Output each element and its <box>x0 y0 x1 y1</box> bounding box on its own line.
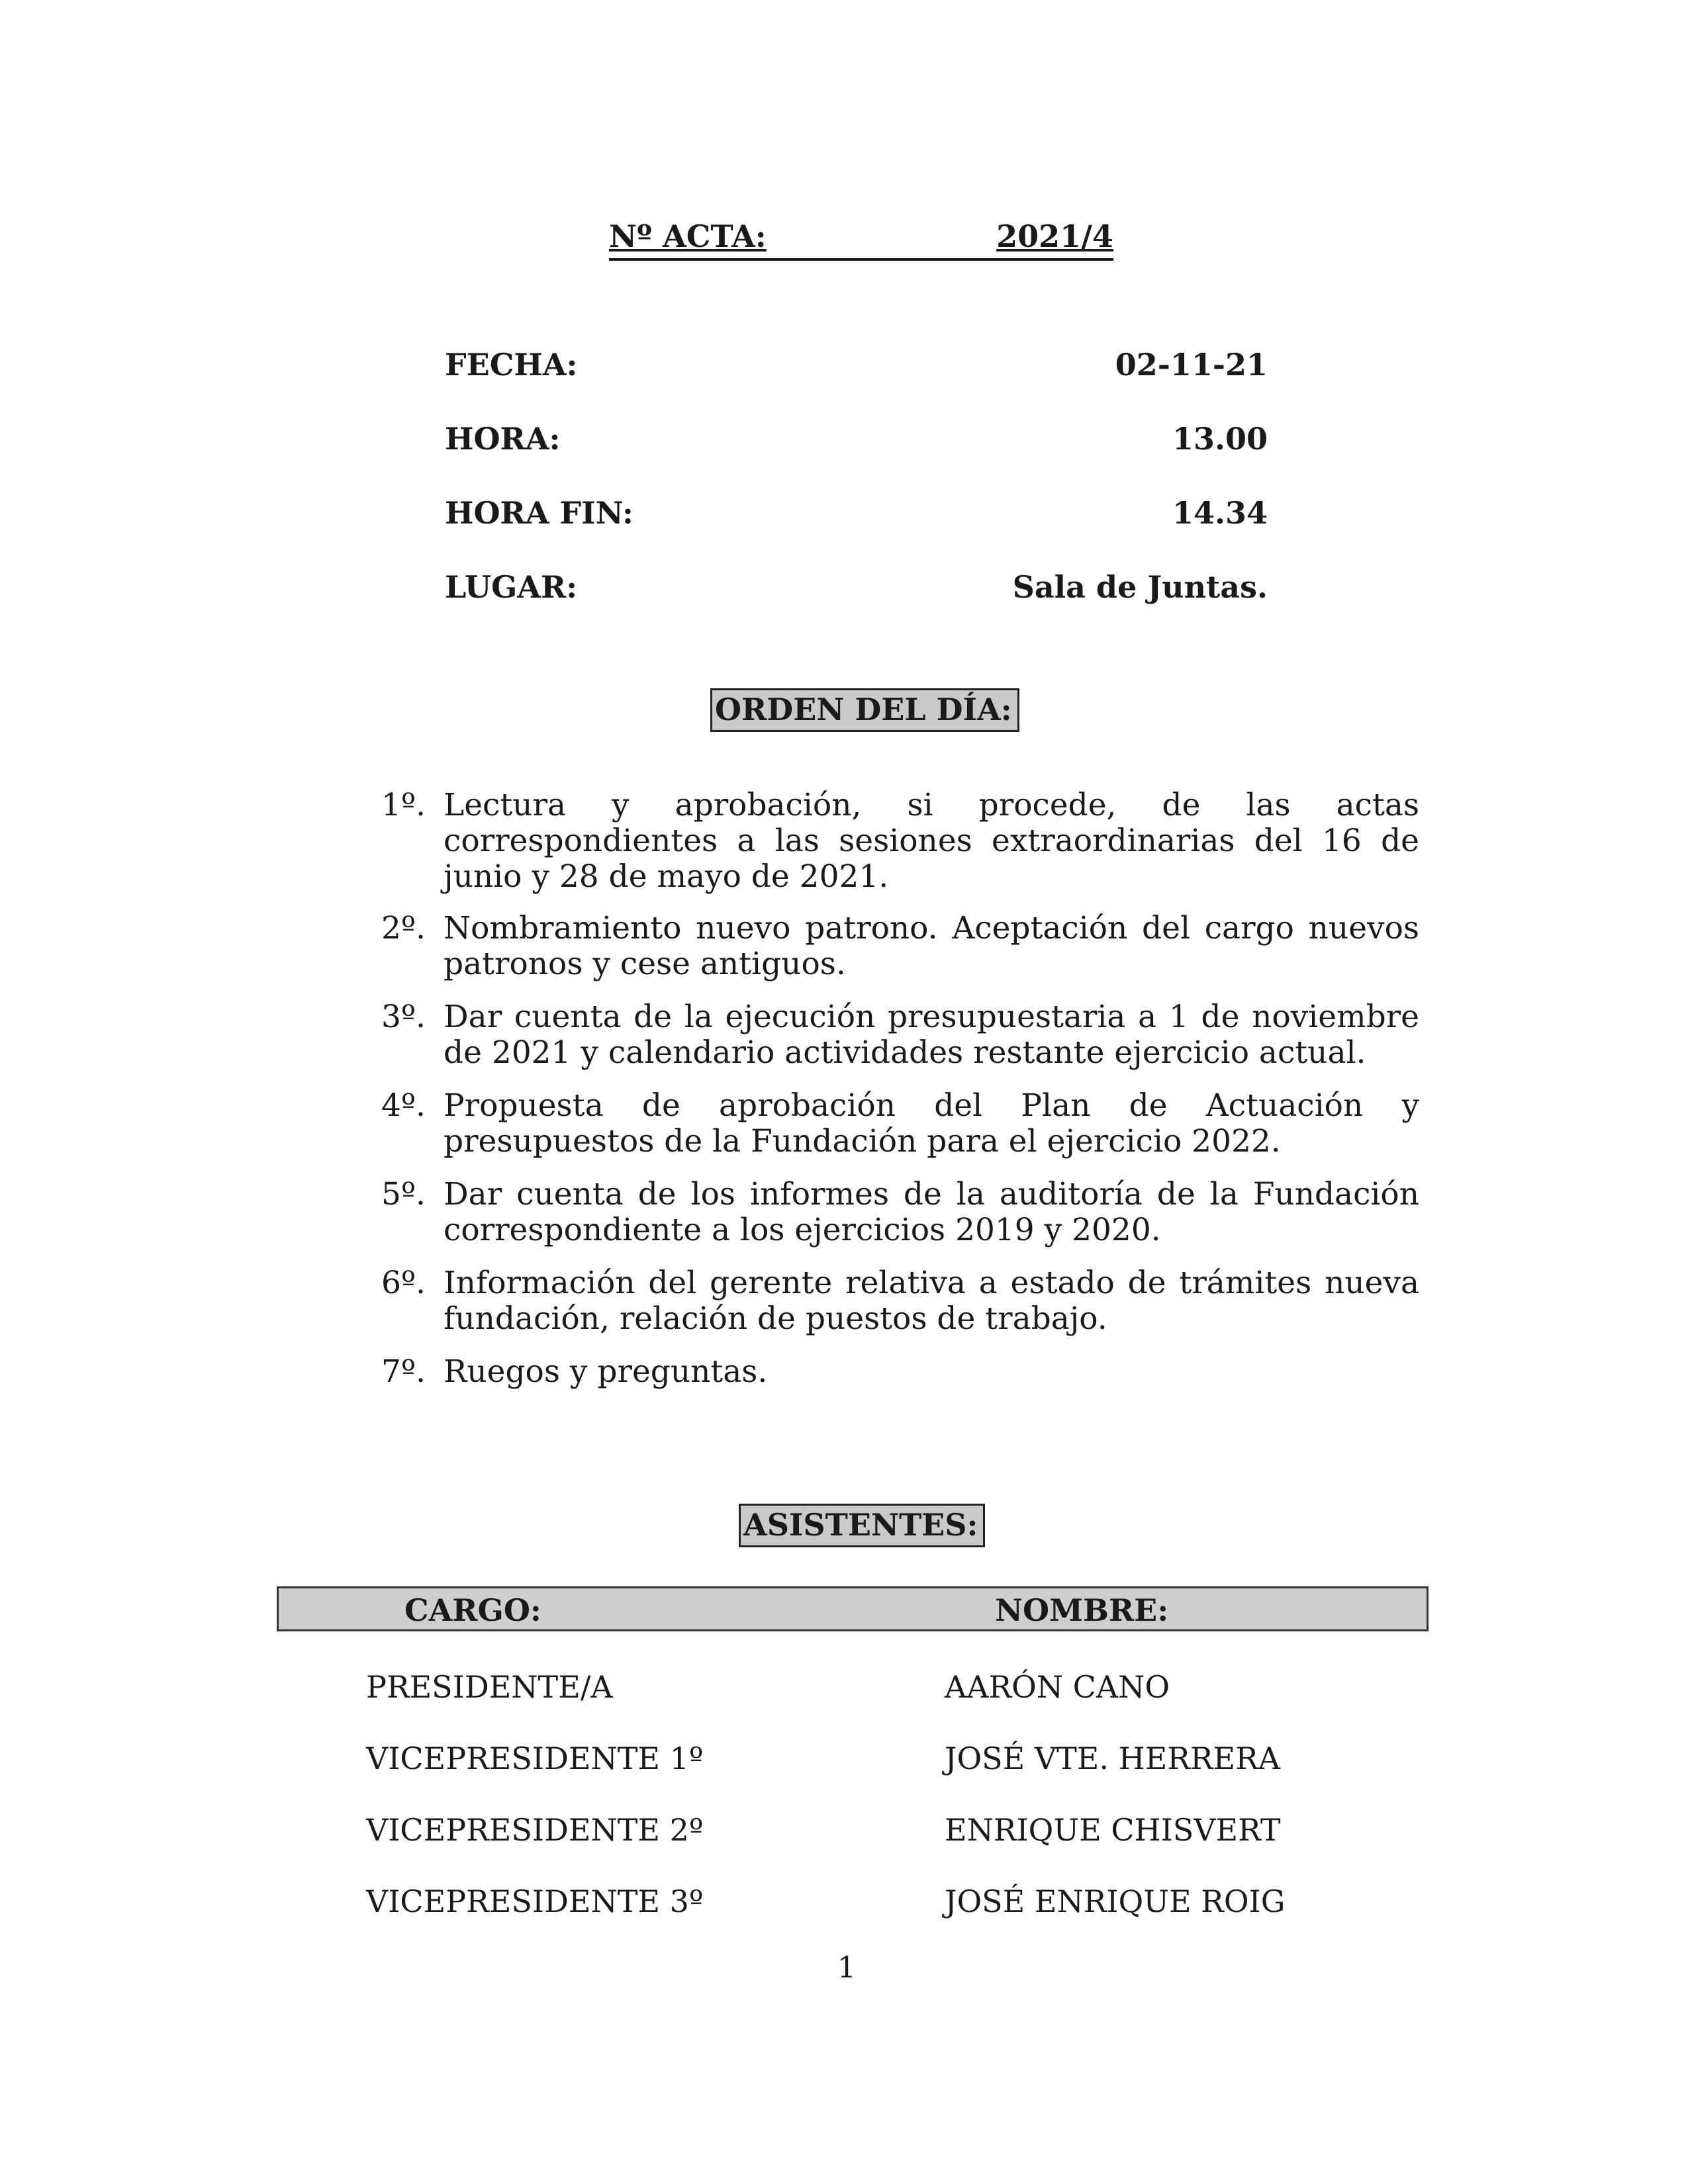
agenda-item-text: Lectura y aprobación, si procede, de las actas correspondientes a las sesiones extraordinarias del 16 de junio y 28 de mayo de 2021. <box>444 787 1419 895</box>
agenda-item-text: Nombramiento nuevo patrono. Aceptación del cargo nuevos patronos y cese antiguos. <box>444 910 1419 982</box>
agenda-item-text: Ruegos y preguntas. <box>444 1353 768 1390</box>
hora-fin-value: 14.34 <box>1172 495 1268 531</box>
agenda-item-number: 6º. <box>381 1265 426 1301</box>
fecha-value: 02-11-21 <box>1115 347 1268 383</box>
agenda-item-number: 4º. <box>381 1087 426 1124</box>
acta-label: Nº ACTA: <box>609 218 767 254</box>
column-header-nombre: NOMBRE: <box>995 1592 1169 1628</box>
attendee-nombre: AARÓN CANO <box>945 1669 1170 1705</box>
attendee-nombre: JOSÉ VTE. HERRERA <box>945 1741 1280 1776</box>
attendee-cargo: VICEPRESIDENTE 1º <box>366 1741 704 1776</box>
lugar-value: Sala de Juntas. <box>1012 569 1268 605</box>
attendee-cargo: VICEPRESIDENTE 2º <box>366 1812 704 1848</box>
orden-del-dia-heading: ORDEN DEL DÍA: <box>710 688 1019 732</box>
page-number: 1 <box>837 1951 856 1985</box>
hora-fin-label: HORA FIN: <box>445 495 634 531</box>
agenda-item-number: 3º. <box>381 999 426 1035</box>
fecha-label: FECHA: <box>445 347 578 383</box>
attendee-nombre: ENRIQUE CHISVERT <box>945 1812 1281 1848</box>
lugar-label: LUGAR: <box>445 569 578 605</box>
hora-label: HORA: <box>445 421 561 457</box>
agenda-item-number: 2º. <box>381 910 426 946</box>
acta-number: 2021/4 <box>996 218 1113 254</box>
agenda-item-text: Dar cuenta de los informes de la auditoría de la Fundación correspondiente a los ejercicios 2019 y 2020. <box>444 1176 1419 1248</box>
hora-value: 13.00 <box>1172 421 1268 457</box>
agenda-item-text: Dar cuenta de la ejecución presupuestaria a 1 de noviembre de 2021 y calendario actividades restante ejercicio actual. <box>444 999 1419 1071</box>
attendee-cargo: VICEPRESIDENTE 3º <box>366 1884 704 1919</box>
attendee-nombre: JOSÉ ENRIQUE ROIG <box>945 1884 1286 1919</box>
agenda-item-number: 1º. <box>381 787 426 823</box>
agenda-item-number: 7º. <box>381 1353 426 1390</box>
asistentes-heading: ASISTENTES: <box>739 1504 985 1547</box>
acta-header <box>609 218 1113 261</box>
agenda-item-number: 5º. <box>381 1176 426 1212</box>
column-header-cargo: CARGO: <box>404 1592 541 1628</box>
agenda-item-text: Información del gerente relativa a estado de trámites nueva fundación, relación de puestos de trabajo. <box>444 1265 1419 1337</box>
attendee-cargo: PRESIDENTE/A <box>366 1669 613 1705</box>
agenda-item-text: Propuesta de aprobación del Plan de Actuación y presupuestos de la Fundación para el ejercicio 2022. <box>444 1087 1419 1160</box>
attendees-table-header <box>277 1586 1429 1631</box>
